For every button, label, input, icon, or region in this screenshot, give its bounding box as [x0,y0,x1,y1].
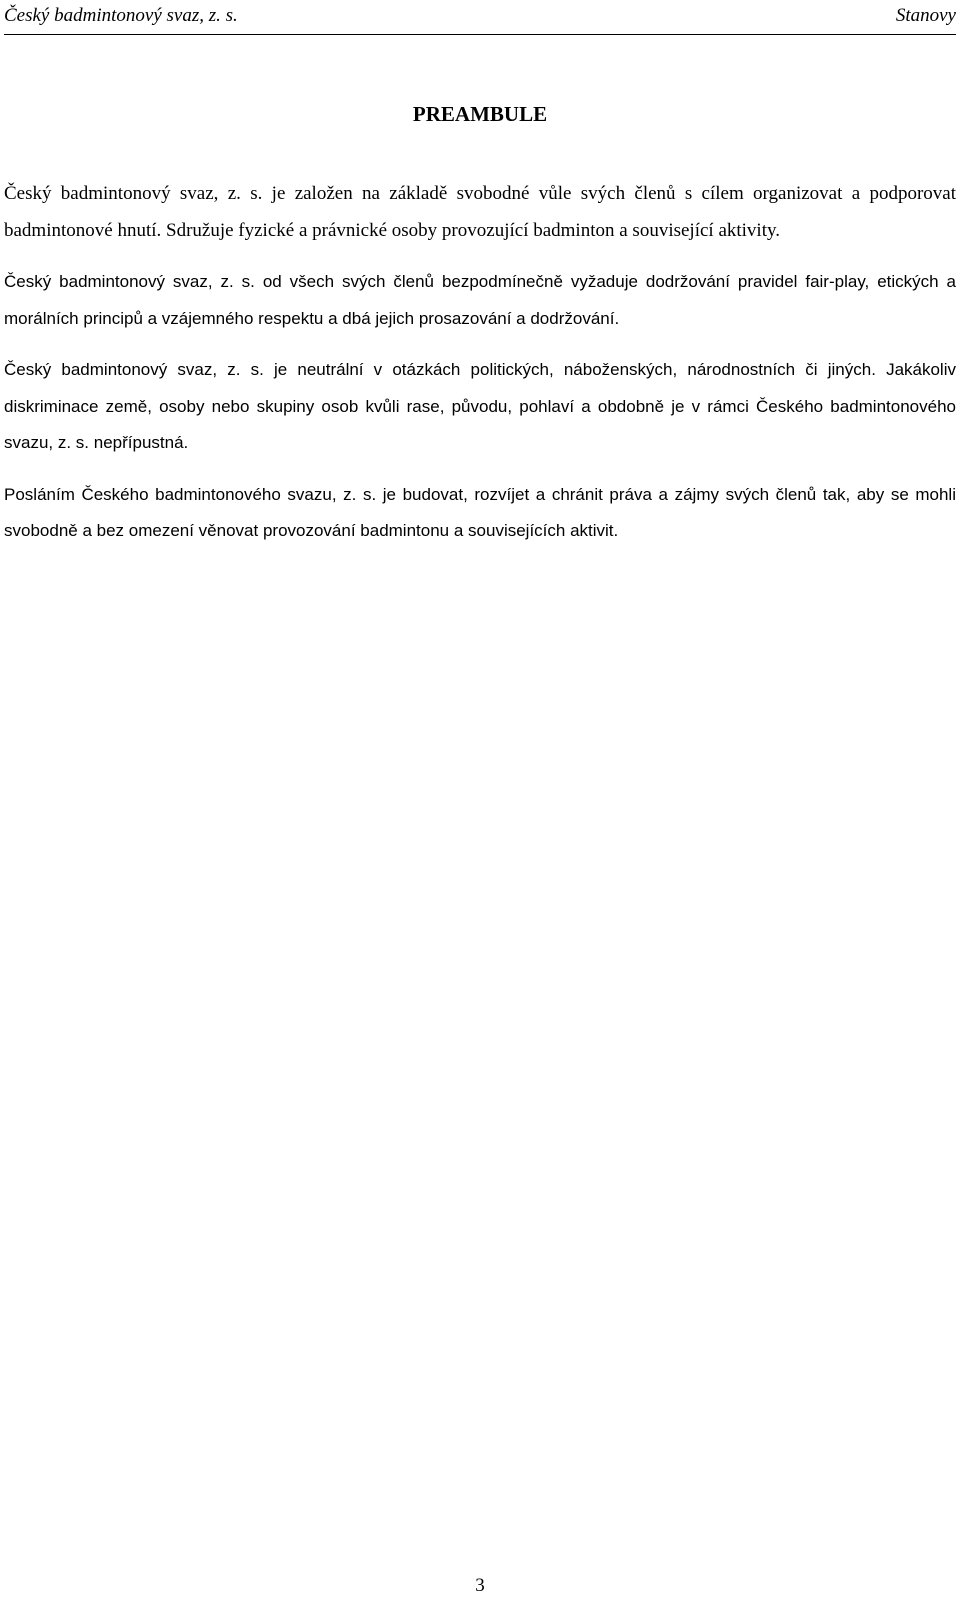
paragraph-mission: Posláním Českého badmintonového svazu, z. s. je budovat, rozvíjet a chránit práva a zájmy svých členů tak, aby se mohli svobodně a bez omezení věnovat provozování badmintonu a souvisejících aktivit. [4,484,956,540]
page-number: 3 [475,1575,485,1596]
paragraph-fair-play: Český badmintonový svaz, z. s. od všech svých členů bezpodmínečně vyžaduje dodržování pravidel fair-play, etických a morálních principů a vzájemného respektu a dbá jejich prosazování a dodržování. [4,272,956,328]
header-document-title: Stanovy [895,5,956,26]
preamble-body [4,176,956,565]
header-organization: Český badmintonový svaz, z. s. [4,5,238,26]
paragraph-founding: Český badmintonový svaz, z. s. je založen na základě svobodné vůle svých členů s cílem organizovat a podporovat badmintonové hnutí. Sdružuje fyzické a právnické osoby provozující badminton a související aktivity. [4,183,956,241]
paragraph-neutrality: Český badmintonový svaz, z. s. je neutrální v otázkách politických, náboženských, národnostních či jiných. Jakákoliv diskriminace země, osoby nebo skupiny osob kvůli rase, původu, pohlaví a obdobně je v rámci Českého badmintonového svazu, z. s. nepřípustná. [4,360,956,452]
section-title: PREAMBULE [412,102,548,126]
page-header [4,4,956,35]
